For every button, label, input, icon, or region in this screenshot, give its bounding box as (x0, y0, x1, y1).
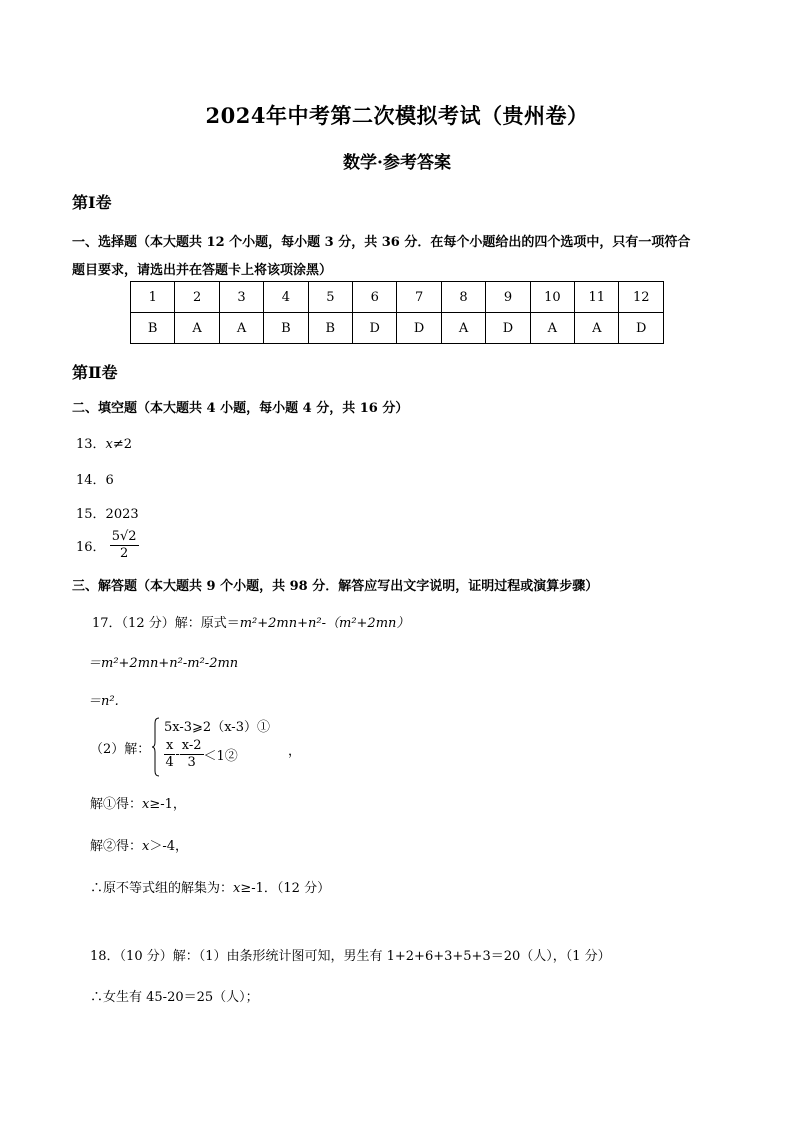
part1-heading: 第Ⅰ卷 (72, 193, 112, 212)
question-number-cell: 11 (575, 282, 619, 313)
answer-cell: A (219, 313, 263, 344)
section2-instructions: 二、填空题（本大题共 4 小题，每小题 4 分，共 16 分） (72, 401, 409, 416)
solution-2-result: ＞-4， (149, 839, 189, 854)
answer-16-number: 16． (76, 540, 106, 555)
answer-table-numbers-row (131, 282, 664, 313)
question-number-cell: 2 (175, 282, 219, 313)
question-number-cell: 4 (264, 282, 308, 313)
part2-heading: 第Ⅱ卷 (72, 363, 118, 382)
inequality-2-rest: ＜1② (203, 749, 238, 764)
solution-1-prefix: 解①得： (90, 797, 143, 812)
inequality-2 (164, 738, 238, 771)
solution-1 (90, 793, 186, 812)
q17-expression: m²+2mn+n²-（m²+2mn） (239, 616, 410, 631)
answer-16 (76, 529, 139, 562)
question-number-cell: 1 (131, 282, 175, 313)
answer-cell: B (264, 313, 308, 344)
answer-13-number: 13． (76, 437, 106, 452)
page-title: 2024年中考第二次模拟考试（贵州卷） (205, 103, 589, 128)
q17-line3 (88, 690, 119, 709)
answer-table-answers-row (131, 313, 664, 344)
question-number-cell: 10 (530, 282, 574, 313)
answer-13 (76, 433, 132, 452)
left-brace-icon (152, 717, 160, 777)
inequality-2-fraction-2 (180, 738, 204, 771)
answer-cell: A (530, 313, 574, 344)
solution-1-result: ≥-1， (149, 797, 186, 812)
question-number-cell: 3 (219, 282, 263, 313)
answer-cell: D (353, 313, 397, 344)
fraction-2-numerator: x-2 (181, 738, 202, 753)
answer-cell: B (131, 313, 175, 344)
answer-cell: D (486, 313, 530, 344)
answer-16-fraction (110, 529, 139, 562)
q17-label: 17．（12 分）解：原式＝ (92, 616, 240, 631)
fraction-1-numerator: x (166, 738, 174, 753)
q17-line1 (92, 612, 409, 631)
conclusion-result: ≥-1．（12 分） (240, 881, 331, 896)
answer-16-radicand: 2 (128, 529, 137, 544)
section3-instructions: 三、解答题（本大题共 9 个小题，共 98 分．解答应写出文字说明，证明过程或演算步骤） (72, 579, 599, 594)
q17-line3-expression: ＝n². (88, 694, 119, 709)
solution-2-variable: x (142, 839, 150, 854)
answer-cell: A (441, 313, 485, 344)
q17-line2-expression: ＝m²+2mn+n²-m²-2mn (88, 656, 239, 671)
answer-15: 15．2023 (76, 507, 139, 522)
question-number-cell: 5 (308, 282, 352, 313)
system-comma: ， (288, 744, 302, 759)
answer-14: 14．6 (76, 473, 114, 488)
q18-line1: 18．（10 分）解：（1）由条形统计图可知，男生有 1+2+6+3+5+3＝20（人），（1 分） (90, 949, 611, 964)
section1-instructions-line1: 一、选择题（本大题共 12 个小题，每小题 3 分，共 36 分．在每个小题给出的四个选项中，只有一项符合 (72, 235, 691, 250)
answer-cell: A (175, 313, 219, 344)
q17-conclusion (90, 877, 330, 896)
answer-16-denominator: 2 (119, 546, 129, 561)
question-number-cell: 9 (486, 282, 530, 313)
q18-line2: ∴女生有 45-20＝25（人）； (90, 990, 259, 1005)
solution-1-variable: x (142, 797, 150, 812)
conclusion-prefix: ∴原不等式组的解集为： (90, 881, 234, 896)
answer-13-rest: ≠2 (112, 437, 133, 452)
fraction-1-denominator: 4 (165, 755, 174, 770)
fraction-2-denominator: 3 (187, 755, 196, 770)
q17-part2-label: （2）解： (90, 742, 151, 757)
inequality-2-fraction-1 (164, 738, 175, 771)
solution-2 (90, 835, 188, 854)
question-number-cell: 8 (441, 282, 485, 313)
question-number-cell: 6 (353, 282, 397, 313)
answer-16-coefficient: 5 (111, 529, 120, 544)
answer-cell: B (308, 313, 352, 344)
answer-cell: A (575, 313, 619, 344)
q17-line2 (88, 652, 238, 671)
conclusion-variable: x (233, 881, 241, 896)
sqrt-sign: √ (119, 529, 129, 544)
section1-instructions-line2: 题目要求，请选出并在答题卡上将该项涂黑） (72, 263, 333, 278)
answer-cell: D (397, 313, 441, 344)
question-number-cell: 7 (397, 282, 441, 313)
question-number-cell: 12 (619, 282, 664, 313)
answer-cell: D (619, 313, 664, 344)
answer-table (130, 281, 664, 344)
answer-16-numerator (110, 529, 139, 546)
answer-13-variable: x (105, 437, 113, 452)
solution-2-prefix: 解②得： (90, 839, 143, 854)
minus-sign: - (175, 747, 180, 762)
page-subtitle: 数学·参考答案 (343, 153, 451, 173)
inequality-1: 5x-3⩾2（x-3）① (164, 720, 270, 735)
